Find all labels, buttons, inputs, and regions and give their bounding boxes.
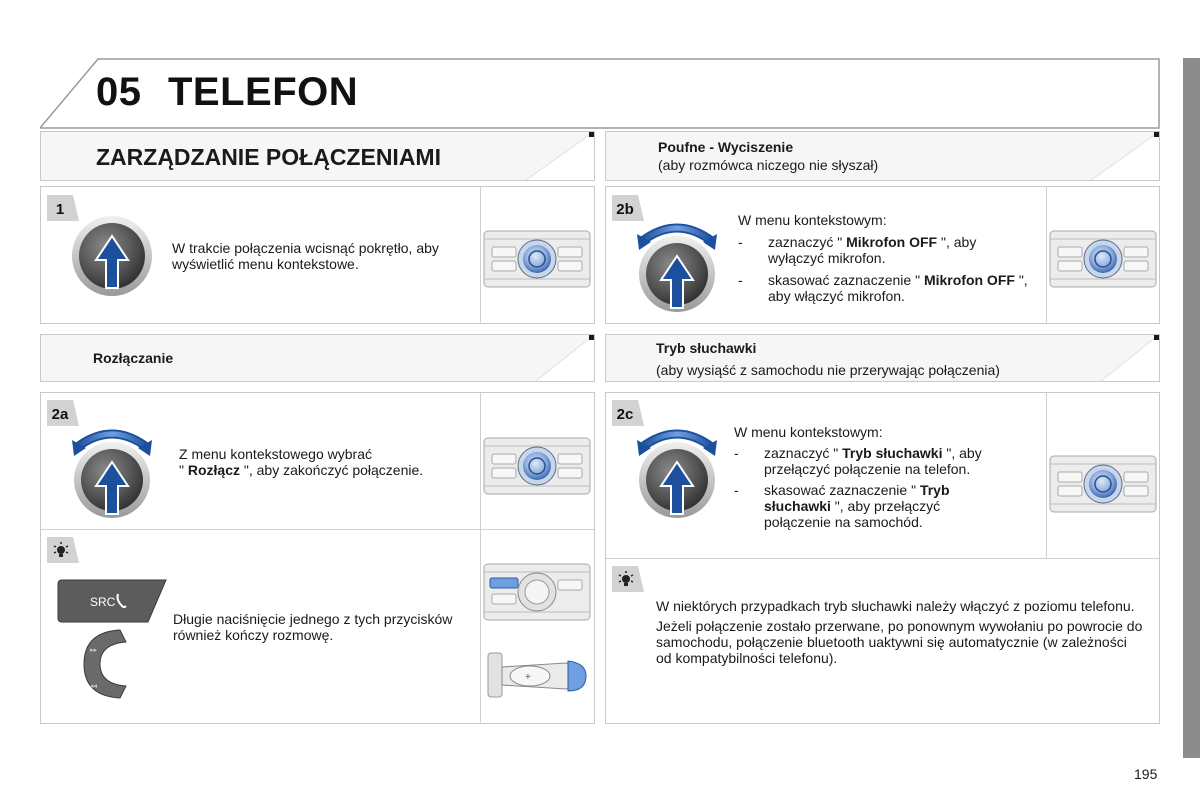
- svg-text:2b: 2b: [616, 201, 634, 218]
- handset-subtitle: (aby wysiąść z samochodu nie przerywając połączenia): [656, 362, 1000, 378]
- rotary-knob-rotate-icon: [70, 424, 154, 524]
- tip-left-text: Długie naciśnięcie jednego z tych przycisków również kończy rozmowę.: [173, 611, 453, 643]
- step-2c-intro: W menu kontekstowym:: [734, 424, 883, 440]
- step-2c-separator: [605, 558, 1160, 559]
- step-2a-separator: [40, 529, 595, 530]
- step-2c-bullet-2: - skasować zaznaczenie " Tryb słuchawki ", aby przełączyć połączenie na samochód.: [734, 482, 950, 530]
- tip-right-text: [656, 598, 1146, 666]
- hangup-title: Rozłączanie: [93, 350, 174, 366]
- radio-panel-illustration: [1048, 225, 1158, 295]
- svg-text:+: +: [525, 672, 531, 683]
- step-2c-bullet-1: - zaznaczyć " Tryb słuchawki ", aby przełączyć połączenie na telefon.: [734, 445, 982, 477]
- step-2a-text: Z menu kontekstowego wybrać " Rozłącz ", aby zakończyć połączenie.: [179, 446, 424, 478]
- header-corner-fold: [524, 132, 594, 181]
- step-2c-text: [734, 424, 1034, 530]
- step-2a-divider: [480, 392, 481, 724]
- step-2b-bullet-1: - zaznaczyć " Mikrofon OFF ", aby wyłączyć mikrofon.: [738, 234, 977, 266]
- step-badge-2a: [45, 400, 79, 426]
- step-2b-text: [738, 212, 1038, 304]
- step-badge-2c: [610, 400, 644, 426]
- steering-stalk-illustration: [486, 645, 590, 705]
- step-1-divider: [480, 186, 481, 324]
- svg-text:◂◂: ◂◂: [90, 683, 98, 690]
- tip-lightbulb-icon: [610, 566, 644, 592]
- svg-text:1: 1: [55, 201, 65, 218]
- radio-panel-illustration: [482, 432, 592, 502]
- src-button-icon: [56, 578, 168, 624]
- tip-lightbulb-icon: [45, 537, 79, 563]
- chapter-number: 05: [96, 70, 142, 114]
- step-2b-bullet-2: - skasować zaznaczenie " Mikrofon OFF ", aby włączyć mikrofon.: [738, 272, 1028, 304]
- rotary-knob-rotate-icon: [635, 218, 719, 318]
- mute-title: Poufne - Wyciszenie: [658, 139, 794, 155]
- chapter-side-tab: [1183, 58, 1200, 758]
- radio-panel-src-highlight: [482, 558, 592, 628]
- svg-text:▸▸: ▸▸: [90, 647, 98, 654]
- rotary-knob-icon: [70, 214, 154, 298]
- radio-panel-illustration: [1048, 450, 1158, 520]
- radio-panel-illustration: [482, 225, 592, 295]
- tip-right-paragraph-2: Jeżeli połączenie zostało przerwane, po ponownym wywołaniu po powrocie do samochodu, połączenie bluetooth uaktywni się automatycznie (w zależności od kompatybilności telefonu).: [656, 618, 1143, 666]
- chapter-title: TELEFON: [168, 70, 359, 114]
- mute-subtitle: (aby rozmówca niczego nie słyszał): [658, 157, 879, 173]
- svg-text:SRC: SRC: [90, 595, 116, 609]
- handset-title: Tryb słuchawki: [656, 340, 757, 356]
- step-2c-divider: [1046, 392, 1047, 558]
- rotary-knob-rotate-icon: [635, 424, 719, 524]
- svg-text:2c: 2c: [616, 406, 634, 423]
- step-2b-intro: W menu kontekstowym:: [738, 212, 887, 228]
- section-title: ZARZĄDZANIE POŁĄCZENIAMI: [96, 144, 441, 170]
- page-number: 195: [1134, 766, 1158, 782]
- step-2b-divider: [1046, 186, 1047, 324]
- steering-control-icon: [80, 628, 130, 700]
- svg-text:2a: 2a: [51, 406, 69, 423]
- step-1-text: W trakcie połączenia wcisnąć pokrętło, aby wyświetlić menu kontekstowe.: [172, 240, 439, 272]
- tip-right-paragraph-1: W niektórych przypadkach tryb słuchawki należy włączyć z poziomu telefonu.: [656, 598, 1135, 614]
